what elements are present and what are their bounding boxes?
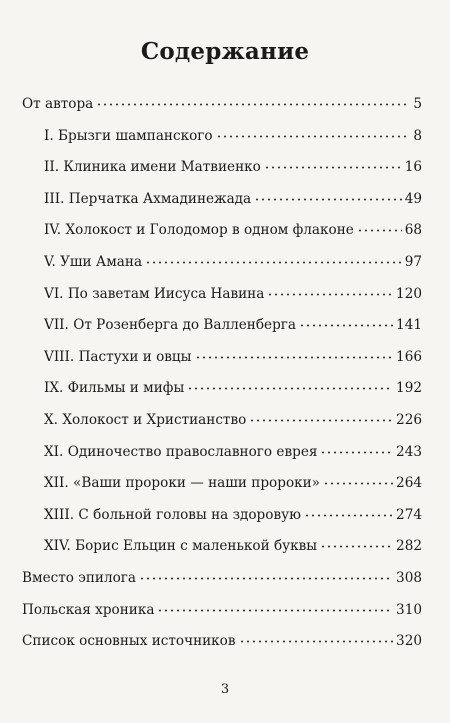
toc-entry-title: Польская хроника: [22, 601, 155, 618]
toc-entry: [22, 594, 422, 626]
dot-leader: [254, 183, 402, 203]
dot-leader: [187, 372, 393, 392]
toc-entry-page: 226: [396, 411, 422, 428]
dot-leader: [264, 151, 402, 171]
toc-entry: [22, 404, 422, 436]
toc-entry-title: III. Перчатка Ахмадинежада: [44, 190, 252, 207]
toc-entry: [22, 120, 422, 152]
toc-entry-title: IV. Холокост и Голодомор в одном флаконе: [44, 222, 354, 239]
toc-entry-page: 166: [396, 348, 422, 365]
toc-entry-page: 5: [413, 96, 422, 112]
toc-heading: Содержание: [140, 38, 310, 65]
toc-entry-title: IX. Фильмы и мифы: [44, 380, 185, 397]
dot-leader: [320, 530, 393, 550]
toc-entry: [22, 278, 422, 310]
dot-leader: [249, 404, 393, 424]
dot-leader: [357, 214, 402, 234]
toc-entry-title: Список основных источников: [22, 633, 236, 650]
toc-entry-title: XII. «Ваши пророки — наши пророки»: [44, 475, 321, 492]
toc-entry: [22, 309, 422, 341]
toc-entry: [22, 499, 422, 531]
toc-entry-title: V. Уши Амана: [44, 253, 143, 270]
toc-entry: [22, 183, 422, 215]
toc-entry-page: 120: [396, 285, 422, 302]
toc-entry: [22, 372, 422, 404]
dot-leader: [299, 309, 393, 329]
toc-entry: [22, 467, 422, 499]
dot-leader: [320, 436, 393, 456]
toc-entry-title: VII. От Розенберга до Валленберга: [44, 317, 297, 334]
toc-entry-page: 192: [396, 380, 422, 397]
toc-entry-page: 16: [404, 159, 422, 176]
toc-entry-title: VIII. Пастухи и овцы: [44, 348, 192, 365]
toc-entry-page: 243: [396, 443, 422, 460]
toc-entry-title: VI. По заветам Иисуса Навина: [44, 285, 265, 302]
toc-entry-title: XIV. Борис Ельцин с маленькой буквы: [44, 538, 318, 555]
toc-entry-page: 320: [396, 633, 422, 650]
toc-entry: [22, 214, 422, 246]
toc-entry-title: XIII. С больной головы на здоровую: [44, 506, 301, 523]
toc-entry-title: Вместо эпилога: [22, 569, 137, 586]
toc-entry-page: 274: [396, 506, 422, 523]
dot-leader: [157, 594, 393, 614]
dot-leader: [145, 246, 402, 266]
toc-entry-page: 68: [404, 222, 422, 239]
page-number: 3: [220, 682, 230, 697]
toc-entry-title: XI. Одиночество православного еврея: [44, 443, 318, 460]
toc-entry-page: 141: [396, 317, 422, 334]
toc-entry-title: От автора: [22, 96, 94, 112]
toc-entry-title: II. Клиника имени Матвиенко: [44, 159, 261, 176]
toc-entry: [22, 436, 422, 468]
dot-leader: [304, 499, 393, 519]
toc-entry-page: 264: [396, 475, 422, 492]
toc-entry: [22, 88, 422, 120]
toc-entry-page: 97: [404, 253, 422, 270]
dot-leader: [139, 562, 393, 582]
dot-leader: [239, 625, 394, 645]
toc-entry: [22, 625, 422, 657]
toc-entry: [22, 341, 422, 373]
table-of-contents: [22, 88, 422, 657]
toc-entry-title: X. Холокост и Христианство: [44, 411, 247, 428]
dot-leader: [195, 341, 394, 361]
dot-leader: [216, 120, 411, 140]
toc-entry: [22, 562, 422, 594]
toc-entry-page: 310: [396, 601, 422, 618]
toc-entry: [22, 530, 422, 562]
dot-leader: [323, 467, 393, 487]
toc-entry: [22, 246, 422, 278]
toc-entry-page: 8: [413, 127, 422, 144]
toc-entry-page: 49: [404, 190, 422, 207]
toc-entry-title: I. Брызги шампанского: [44, 127, 213, 144]
toc-entry: [22, 151, 422, 183]
dot-leader: [96, 88, 410, 108]
toc-entry-page: 282: [396, 538, 422, 555]
dot-leader: [267, 278, 393, 298]
toc-entry-page: 308: [396, 569, 422, 586]
